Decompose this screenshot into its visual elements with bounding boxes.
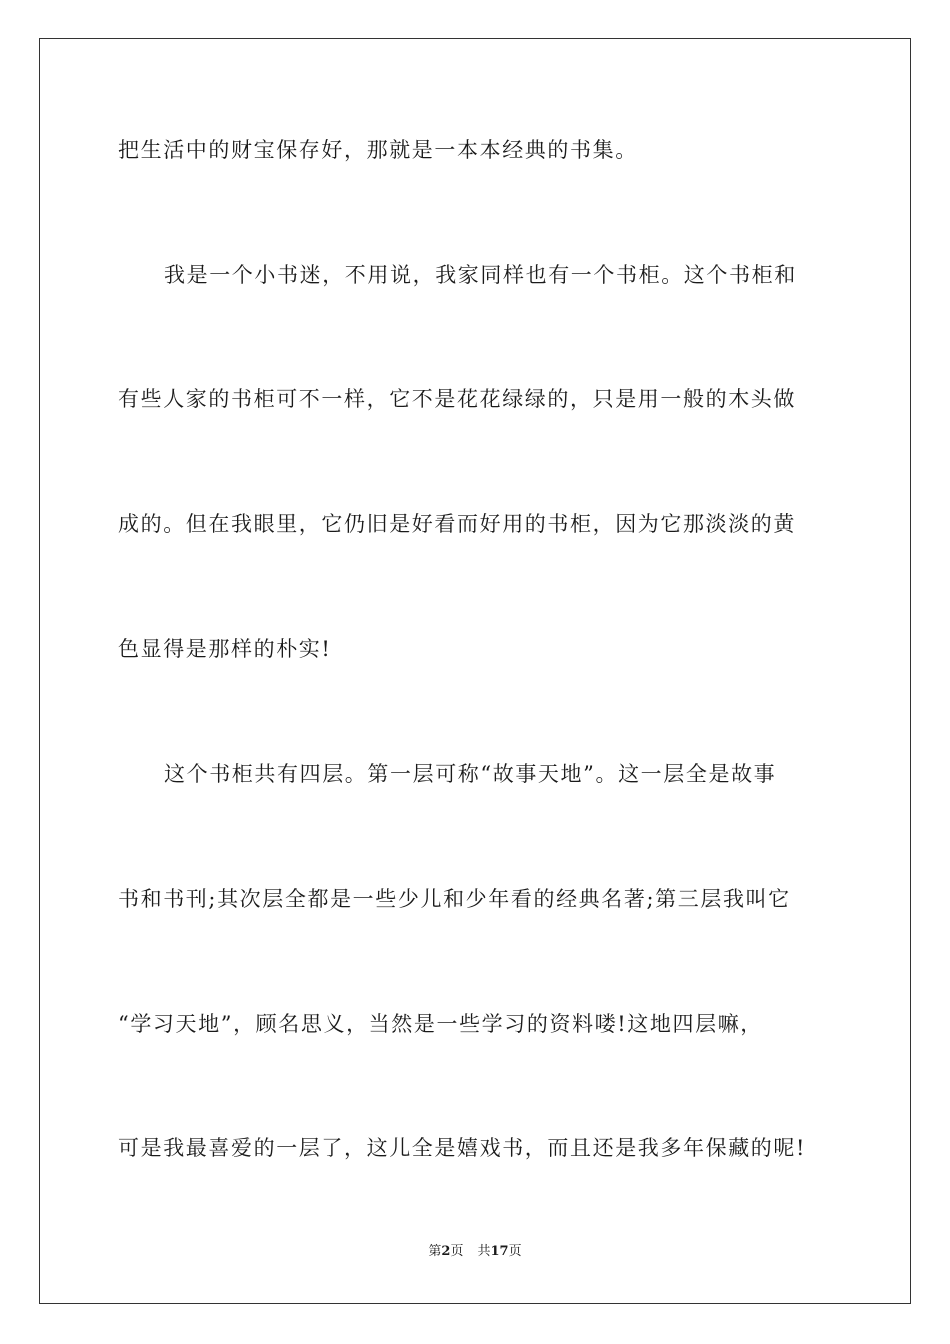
page-suffix: 页 (450, 1244, 464, 1259)
paragraph-line: 可是我最喜爱的一层了，这儿全是嬉戏书，而且还是我多年保藏的呢! (118, 1136, 807, 1160)
paragraph-line: 色显得是那样的朴实! (118, 637, 332, 661)
paragraph-line: “学习天地”，顾名思义，当然是一些学习的资料喽!这地四层嘛， (118, 1012, 763, 1036)
page-footer (0, 1243, 950, 1261)
paragraph-line: 有些人家的书柜可不一样，它不是花花绿绿的，只是用一般的木头做 (118, 387, 796, 411)
total-pages: 17 (490, 1244, 509, 1259)
paragraph-line: 把生活中的财宝保存好，那就是一本本经典的书集。 (118, 138, 638, 162)
paragraph-line: 这个书柜共有四层。第一层可称“故事天地”。这一层全是故事 (164, 762, 777, 786)
total-suffix: 页 (508, 1244, 522, 1259)
paragraph-line: 我是一个小书迷，不用说，我家同样也有一个书柜。这个书柜和 (164, 263, 797, 287)
paragraph-line: 成的。但在我眼里，它仍旧是好看而好用的书柜，因为它那淡淡的黄 (118, 512, 796, 536)
page-number: 2 (441, 1244, 451, 1259)
page-prefix: 第 (428, 1244, 442, 1259)
paragraph-line: 书和书刊;其次层全都是一些少儿和少年看的经典名著;第三层我叫它 (118, 887, 791, 911)
total-prefix: 共 (477, 1244, 491, 1259)
page-border (39, 38, 911, 1304)
